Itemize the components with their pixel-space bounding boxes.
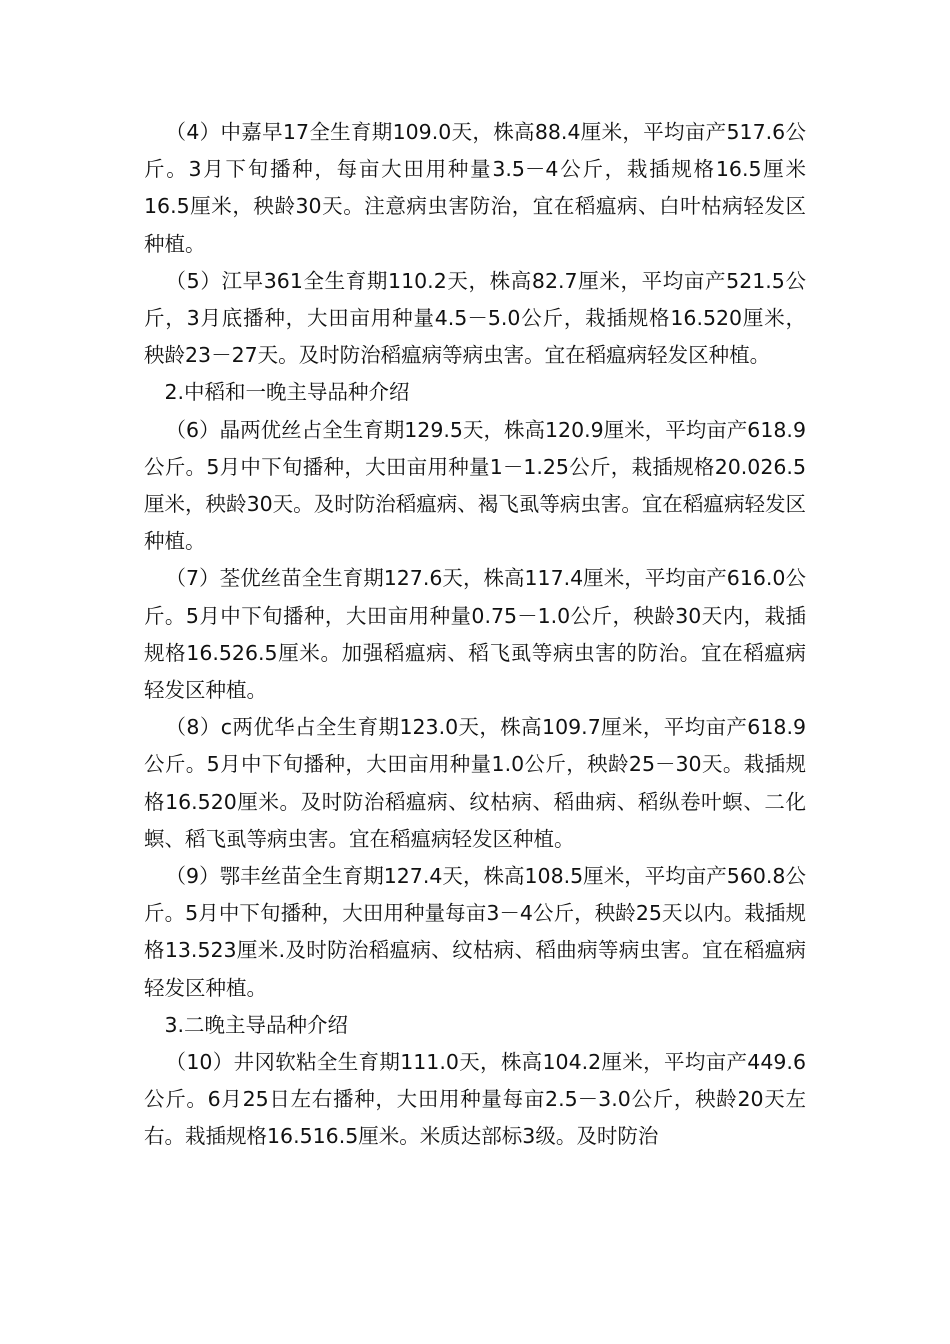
paragraph-variety-5: （5）江早361全生育期110.2天，株高82.7厘米，平均亩产521.5公斤，3月底播种，大田亩用种量4.5－5.0公斤，栽插规格16.520厘米，秧龄23－27天。及时防治稻瘟病等病虫害。宜在稻瘟病轻发区种植。 xyxy=(144,268,806,368)
paragraph-variety-7: （7）荃优丝苗全生育期127.6天，株高117.4厘米，平均亩产616.0公斤。5月中下旬播种，大田亩用种量0.75－1.0公斤，秧龄30天内，栽插规格16.526.5厘米。加强稻瘟病、稻飞虱等病虫害的防治。宜在稻瘟病轻发区种植。 xyxy=(144,566,806,703)
paragraph-variety-8: （8）c两优华占全生育期123.0天，株高109.7厘米，平均亩产618.9公斤。5月中下旬播种，大田亩用种量1.0公斤，秧龄25－30天。栽插规格16.520厘米。及时防治稻瘟病、纹枯病、稻曲病、稻纵卷叶螟、二化螟、稻飞虱等病虫害。宜在稻瘟病轻发区种植。 xyxy=(144,715,806,851)
document-body xyxy=(144,114,806,1156)
section-heading-2: 2.中稻和一晚主导品种介绍 xyxy=(164,380,410,405)
paragraph-variety-10: （10）井冈软粘全生育期111.0天，株高104.2厘米，平均亩产449.6公斤。6月25日左右播种，大田用种量每亩2.5－3.0公斤，秧龄20天左右。栽插规格16.516.5厘米。米质达部标3级。及时防治 xyxy=(144,1050,806,1149)
paragraph-variety-4: （4）中嘉早17全生育期109.0天，株高88.4厘米，平均亩产517.6公斤。3月下旬播种，每亩大田用种量3.5－4公斤，栽插规格16.5厘米16.5厘米，秧龄30天。注意病虫害防治，宜在稻瘟病、白叶枯病轻发区种植。 xyxy=(144,120,806,256)
paragraph-variety-9: （9）鄂丰丝苗全生育期127.4天，株高108.5厘米，平均亩产560.8公斤。5月中下旬播种，大田用种量每亩3－4公斤，秧龄25天以内。栽插规格13.523厘米.及时防治稻瘟病、纹枯病、稻曲病等病虫害。宜在稻瘟病轻发区种植。 xyxy=(144,864,806,1000)
section-heading-3: 3.二晚主导品种介绍 xyxy=(164,1012,349,1037)
paragraph-variety-6: （6）晶两优丝占全生育期129.5天，株高120.9厘米，平均亩产618.9公斤。5月中下旬播种，大田亩用种量1－1.25公斤，栽插规格20.026.5厘米，秧龄30天。及时防治稻瘟病、褐飞虱等病虫害。宜在稻瘟病轻发区种植。 xyxy=(144,417,806,554)
